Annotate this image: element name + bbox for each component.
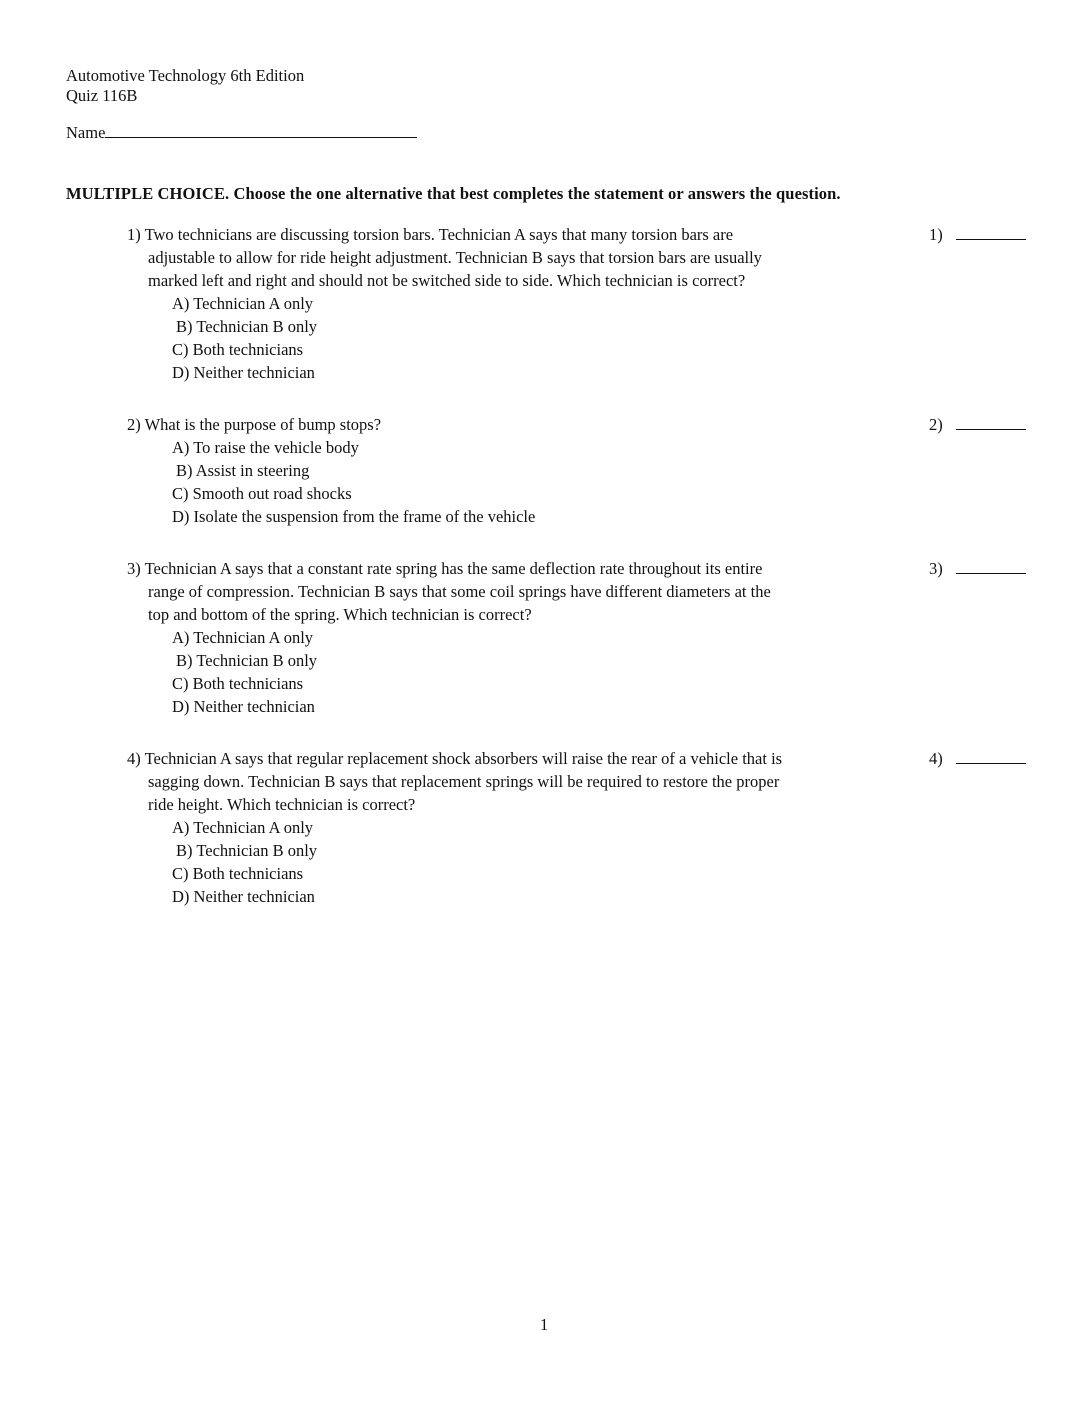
- answer-option[interactable]: A) Technician A only: [172, 628, 314, 647]
- answer-option[interactable]: A) Technician A only: [172, 294, 314, 313]
- answer-number: 1): [929, 225, 943, 244]
- quiz-title: Quiz 116B: [66, 86, 138, 105]
- answer-slot[interactable]: [929, 557, 943, 580]
- instructions: MULTIPLE CHOICE. Choose the one alternative that best completes the statement or answers the question.: [66, 184, 841, 203]
- answer-slot[interactable]: [929, 747, 943, 770]
- name-blank-line[interactable]: [105, 123, 417, 138]
- name-label: Name: [66, 123, 106, 142]
- answer-blank-line[interactable]: [956, 413, 1026, 430]
- answer-slot[interactable]: [929, 413, 943, 436]
- question-text-line: ride height. Which technician is correct?: [148, 795, 416, 814]
- question-text-line: 2) What is the purpose of bump stops?: [127, 415, 382, 434]
- answer-option[interactable]: B) Assist in steering: [176, 461, 310, 480]
- page-number: 1: [540, 1315, 549, 1334]
- answer-option[interactable]: A) Technician A only: [172, 818, 314, 837]
- question-text-line: 1) Two technicians are discussing torsion bars. Technician A says that many torsion bars are: [127, 225, 734, 244]
- answer-slot[interactable]: [929, 223, 943, 246]
- answer-option[interactable]: C) Both technicians: [172, 674, 304, 693]
- question-text-line: marked left and right and should not be switched side to side. Which technician is correct?: [148, 271, 746, 290]
- question-text-line: range of compression. Technician B says that some coil springs have different diameters at the: [148, 582, 771, 601]
- answer-blank-line[interactable]: [956, 223, 1026, 240]
- answer-option[interactable]: C) Smooth out road shocks: [172, 484, 352, 503]
- answer-option[interactable]: D) Neither technician: [172, 363, 315, 382]
- answer-option[interactable]: B) Technician B only: [176, 651, 318, 670]
- document-header: [66, 66, 304, 106]
- question-3: [127, 557, 917, 718]
- answer-blank-line[interactable]: [956, 557, 1026, 574]
- answer-blank-line[interactable]: [956, 747, 1026, 764]
- course-title: Automotive Technology 6th Edition: [66, 66, 305, 85]
- answer-number: 3): [929, 559, 943, 578]
- answer-option[interactable]: C) Both technicians: [172, 340, 304, 359]
- answer-number: 2): [929, 415, 943, 434]
- question-text-line: 3) Technician A says that a constant rate spring has the same deflection rate throughout its entire: [127, 559, 763, 578]
- answer-option[interactable]: C) Both technicians: [172, 864, 304, 883]
- question-1: [127, 223, 917, 384]
- question-2: [127, 413, 917, 528]
- name-field[interactable]: [66, 123, 417, 143]
- answer-option[interactable]: D) Neither technician: [172, 887, 315, 906]
- answer-option[interactable]: D) Isolate the suspension from the frame of the vehicle: [172, 507, 536, 526]
- answer-option[interactable]: D) Neither technician: [172, 697, 315, 716]
- question-text-line: sagging down. Technician B says that replacement springs will be required to restore the proper: [148, 772, 780, 791]
- answer-number: 4): [929, 749, 943, 768]
- question-text-line: top and bottom of the spring. Which technician is correct?: [148, 605, 532, 624]
- answer-option[interactable]: A) To raise the vehicle body: [172, 438, 359, 457]
- answer-option[interactable]: B) Technician B only: [176, 841, 318, 860]
- question-text-line: 4) Technician A says that regular replacement shock absorbers will raise the rear of a vehicle that is: [127, 749, 783, 768]
- question-text-line: adjustable to allow for ride height adjustment. Technician B says that torsion bars are usually: [148, 248, 762, 267]
- question-4: [127, 747, 917, 908]
- answer-option[interactable]: B) Technician B only: [176, 317, 318, 336]
